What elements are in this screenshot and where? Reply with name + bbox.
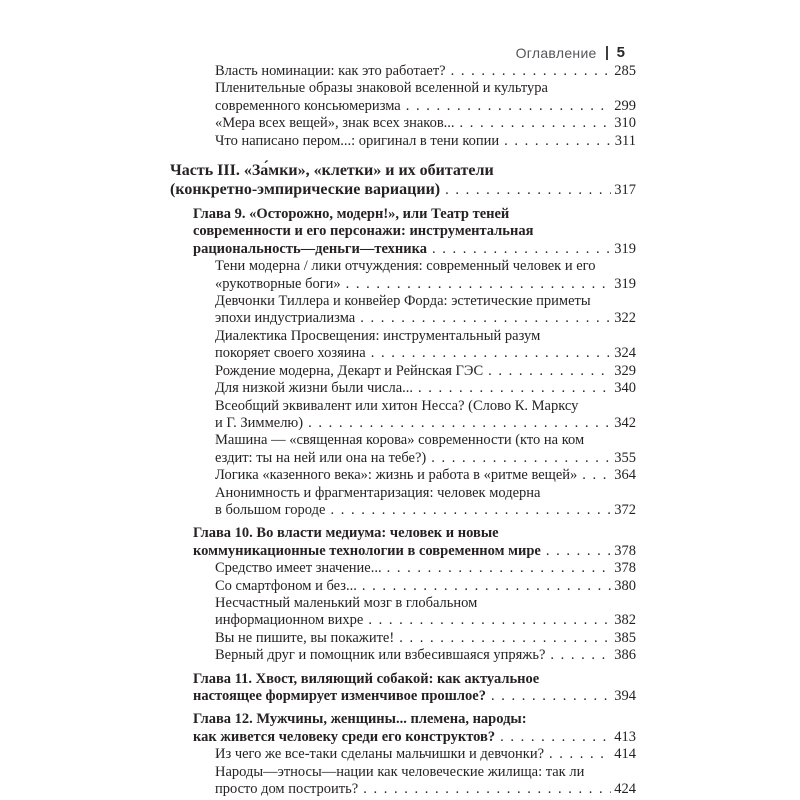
toc-entry-text: Машина — «священная корова» современности (кто на ком: [215, 432, 585, 449]
toc-entry-line: [215, 63, 636, 80]
running-head-divider: [606, 46, 608, 60]
entry-page-number: 364: [614, 467, 636, 484]
toc-entry-chapter: [170, 525, 636, 560]
toc-entry-sub: [170, 485, 636, 520]
toc-entry-text: Тени модерна / лики отчуждения: современный человек и его: [215, 258, 596, 275]
toc-entry-line: [215, 578, 636, 595]
dot-leader: [330, 502, 611, 519]
toc-entry-line: [193, 711, 636, 728]
toc-entry-text: и Г. Зиммелю): [215, 414, 304, 431]
toc-entry-line: [215, 310, 636, 327]
entry-page-number: 380: [614, 577, 636, 594]
toc-entry-text: просто дом построить?: [215, 781, 359, 798]
toc-entry-sub: [170, 432, 636, 467]
dot-leader: [406, 98, 612, 115]
toc-entry-text: Со смартфоном и без...: [215, 577, 357, 594]
dot-leader: [549, 746, 611, 763]
running-head-title: Оглавление: [515, 44, 597, 61]
toc-entry-line: [193, 206, 636, 223]
toc-entry-line: [215, 363, 636, 380]
toc-entry-line: [215, 595, 636, 612]
dot-leader: [500, 729, 611, 746]
dot-leader: [371, 345, 612, 362]
toc-entry-line: [215, 328, 636, 345]
dot-leader: [308, 415, 611, 432]
toc-entry-sub: [170, 115, 636, 132]
dot-leader: [387, 560, 612, 577]
toc-entry-text: Из чего же все-таки сделаны мальчишки и девчонки?: [215, 746, 545, 763]
toc-entry-sub: [170, 467, 636, 484]
running-head-page-number: 5: [616, 44, 625, 61]
toc-entry-text: Что написано пером...: оригинал в тени копии: [215, 132, 500, 149]
toc-entry-line: [215, 415, 636, 432]
toc-entry-text: Верный друг и помощник или взбесившаяся упряжь?: [215, 647, 546, 664]
toc-entry-part: [170, 161, 636, 200]
toc-entry-line: [215, 612, 636, 629]
toc-entry-line: [215, 764, 636, 781]
dot-leader: [346, 276, 612, 293]
entry-page-number: 324: [614, 345, 636, 362]
toc-entry-text: современности и его персонажи: инструментальная: [193, 223, 534, 240]
entry-page-number: 382: [614, 612, 636, 629]
toc-entry-line: [215, 276, 636, 293]
toc-entry-text: информационном вихре: [215, 612, 364, 629]
entry-page-number: 378: [614, 560, 636, 577]
dot-leader: [418, 380, 611, 397]
dot-leader: [362, 578, 611, 595]
toc-entry-sub: [170, 258, 636, 293]
dot-leader: [460, 115, 612, 132]
entry-page-number: 311: [614, 132, 636, 149]
toc-entry-text: покоряет своего хозяина: [215, 345, 366, 362]
toc-entry-chapter: [170, 206, 636, 258]
toc-entry-text: рациональность—деньги—техника: [193, 240, 427, 257]
entry-page-number: 378: [614, 542, 636, 559]
entry-page-number: 413: [614, 728, 636, 745]
toc-entry-line: [215, 133, 636, 150]
toc-entry-line: [215, 647, 636, 664]
toc-entry-sub: [170, 398, 636, 433]
toc-entry-sub: [170, 63, 636, 80]
entry-page-number: 329: [614, 362, 636, 379]
toc-entry-line: [215, 380, 636, 397]
entry-page-number: 355: [614, 449, 636, 466]
dot-leader: [550, 647, 611, 664]
toc-entry-text: Анонимность и фрагментаризация: человек модерна: [215, 484, 541, 501]
toc-entry-line: [193, 543, 636, 560]
toc-entry-sub: [170, 560, 636, 577]
toc-entry-line: [193, 688, 636, 705]
toc-entry-sub: [170, 595, 636, 630]
toc-entry-line: [215, 432, 636, 449]
dot-leader: [363, 781, 611, 798]
toc-entry-line: [215, 98, 636, 115]
dot-leader: [368, 612, 611, 629]
toc-entry-line: [215, 80, 636, 97]
entry-page-number: 285: [614, 63, 636, 79]
toc-entry-line: [215, 630, 636, 647]
toc-entry-line: [170, 161, 636, 180]
dot-leader: [445, 181, 611, 200]
toc-entry-line: [193, 671, 636, 688]
toc-entry-text: Диалектика Просвещения: инструментальный разум: [215, 327, 541, 344]
toc-entry-text: Власть номинации: как это работает?: [215, 63, 446, 79]
entry-page-number: 319: [614, 240, 636, 257]
toc-entry-text: (конкретно-эмпирические вариации): [170, 181, 441, 199]
toc-entry-text: Пленительные образы знаковой вселенной и культура: [215, 80, 548, 97]
toc-entry-line: [215, 293, 636, 310]
entry-page-number: 385: [614, 629, 636, 646]
toc-entry-chapter: [170, 671, 636, 706]
toc-entry-sub: [170, 764, 636, 799]
dot-leader: [432, 241, 611, 258]
toc-entry-line: [215, 258, 636, 275]
dot-leader: [451, 63, 612, 80]
entry-page-number: 340: [614, 380, 636, 397]
toc-entry-sub: [170, 647, 636, 664]
dot-leader: [491, 688, 611, 705]
toc-entry-text: Часть III. «За́мки», «клетки» и их обитатели: [170, 162, 494, 180]
toc-entry-text: настоящее формирует изменчивое прошлое?: [193, 688, 486, 704]
toc-entry-sub: [170, 630, 636, 647]
toc-entry-text: Народы—этносы—нации как человеческие жилища: так ли: [215, 763, 585, 780]
toc-entry-sub: [170, 380, 636, 397]
toc-entry-line: [193, 525, 636, 542]
entry-page-number: 319: [614, 275, 636, 292]
toc-entry-line: [215, 502, 636, 519]
toc-entry-text: Рождение модерна, Декарт и Рейнская ГЭС: [215, 362, 484, 379]
toc-entry-text: Глава 9. «Осторожно, модерн!», или Театр теней: [193, 206, 510, 223]
entry-page-number: 310: [614, 115, 636, 132]
toc-entry-line: [170, 180, 636, 200]
toc-entry-text: в большом городе: [215, 501, 326, 518]
toc-entry-text: «Мера всех вещей», знак всех знаков...: [215, 115, 455, 132]
toc-entry-line: [215, 746, 636, 763]
toc-entry-text: как живется человеку среди его конструктов?: [193, 728, 496, 745]
toc-entry-line: [215, 115, 636, 132]
toc-entry-sub: [170, 746, 636, 763]
toc-entry-line: [215, 467, 636, 484]
toc-entry-text: Логика «казенного века»: жизнь и работа в «ритме вещей»: [215, 467, 578, 484]
toc-entry-line: [215, 398, 636, 415]
toc-entry-text: эпохи индустриализма: [215, 310, 356, 327]
toc-entry-line: [215, 450, 636, 467]
entry-page-number: 414: [614, 746, 636, 763]
toc-entry-line: [193, 729, 636, 746]
toc-entry-line: [215, 485, 636, 502]
toc-list: [170, 63, 636, 798]
entry-page-number: 386: [614, 647, 636, 664]
toc-entry-line: [193, 241, 636, 258]
toc-entry-line: [215, 781, 636, 798]
dot-leader: [504, 133, 612, 150]
dot-leader: [546, 543, 611, 560]
toc-entry-text: Всеобщий эквивалент или хитон Несса? (Слово К. Марксу: [215, 397, 579, 414]
toc-entry-text: Средство имеет значение...: [215, 560, 382, 577]
toc-entry-line: [193, 223, 636, 240]
dot-leader: [399, 630, 611, 647]
toc-entry-sub: [170, 293, 636, 328]
toc-entry-text: Глава 12. Мужчины, женщины... племена, народы:: [193, 711, 527, 728]
toc-entry-sub: [170, 578, 636, 595]
toc-entry-text: «рукотворные боги»: [215, 275, 341, 292]
toc-entry-text: Вы не пишите, вы покажите!: [215, 629, 395, 646]
toc-entry-line: [215, 560, 636, 577]
toc-entry-text: Глава 10. Во власти медиума: человек и новые: [193, 525, 499, 542]
toc-entry-sub: [170, 328, 636, 363]
toc-entry-sub: [170, 363, 636, 380]
toc-entry-text: Для низкой жизни были числа...: [215, 380, 414, 397]
entry-page-number: 317: [614, 182, 636, 199]
entry-page-number: 394: [614, 688, 636, 704]
toc-entry-text: коммуникационные технологии в современном мире: [193, 542, 541, 559]
toc-entry-text: Девчонки Тиллера и конвейер Форда: эстетические приметы: [215, 293, 591, 310]
entry-page-number: 342: [614, 414, 636, 431]
entry-page-number: 372: [614, 501, 636, 518]
dot-leader: [431, 450, 611, 467]
toc-entry-text: современного консьюмеризма: [215, 97, 401, 114]
toc-entry-text: ездит: ты на ней или она на тебе?): [215, 449, 427, 466]
toc-entry-text: Глава 11. Хвост, виляющий собакой: как актуальное: [193, 670, 540, 687]
dot-leader: [360, 310, 611, 327]
dot-leader: [488, 363, 611, 380]
toc-entry-sub: [170, 133, 636, 150]
toc-entry-line: [215, 345, 636, 362]
toc-entry-text: Несчастный маленький мозг в глобальном: [215, 594, 478, 611]
entry-page-number: 299: [614, 97, 636, 114]
toc-entry-chapter: [170, 711, 636, 746]
entry-page-number: 322: [614, 310, 636, 327]
toc-entry-sub: [170, 80, 636, 115]
dot-leader: [582, 467, 611, 484]
running-head: [516, 44, 625, 61]
entry-page-number: 424: [614, 781, 636, 798]
